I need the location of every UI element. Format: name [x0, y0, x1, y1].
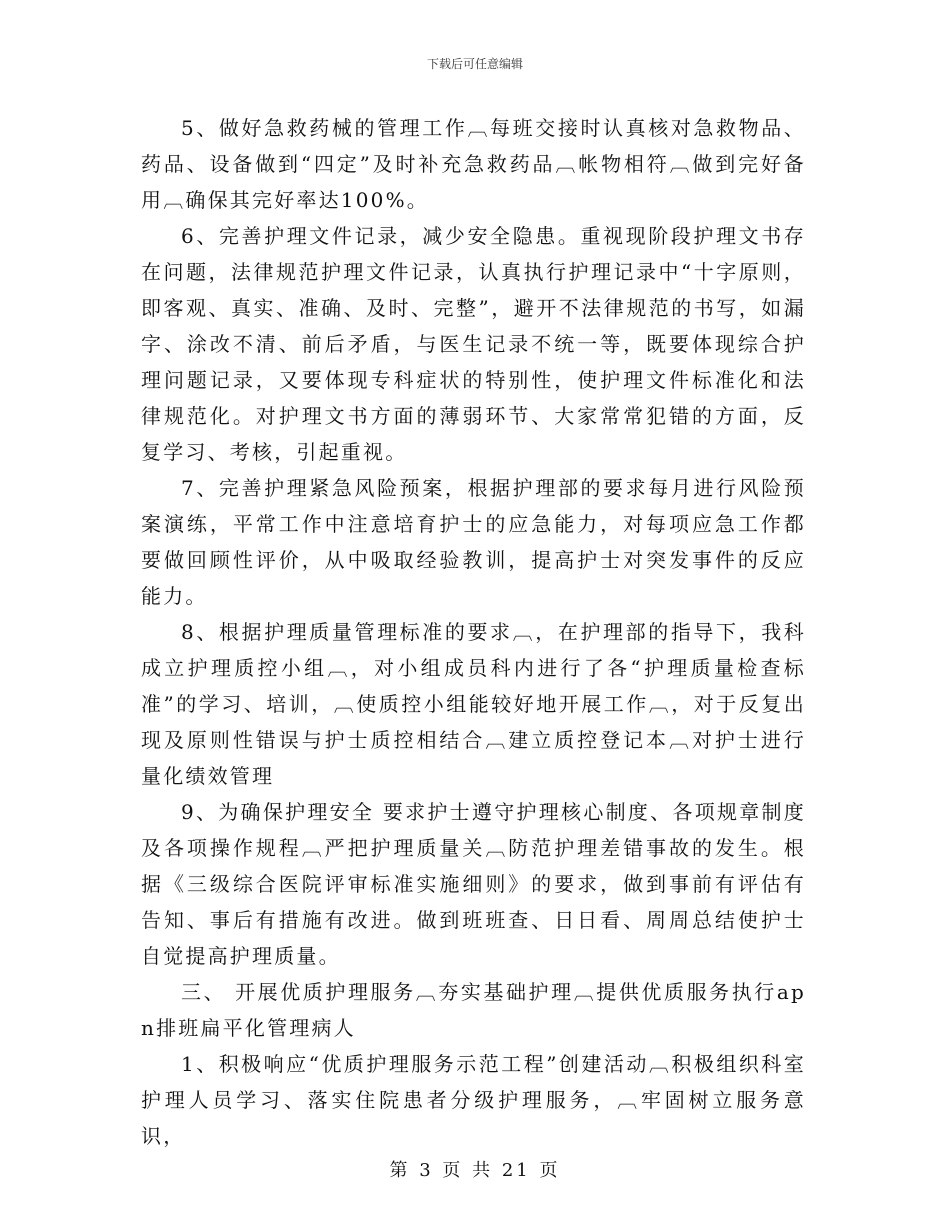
paragraph-item-7: 7、完善护理紧急风险预案，根据护理部的要求每月进行风险预案演练，平常工作中注意培育护士的应急能力，对每项应急工作都要做回顾性评价，从中吸取经验教训，提高护士对突发事件的反应能力。: [141, 476, 806, 608]
page-footer: 第 3 页 共 21 页: [389, 1160, 561, 1181]
document-body: [141, 110, 806, 1154]
paragraph-item-5: 5、做好急救药械的管理工作︹每班交接时认真核对急救物品、药品、设备做到“四定”及时补充急救药品︹帐物相符︹做到完好备用︹确保其完好率达100%。: [141, 116, 806, 212]
paragraph-item-6: 6、完善护理文件记录，减少安全隐患。重视现阶段护理文书存在问题，法律规范护理文件记录，认真执行护理记录中“十字原则，即客观、真实、准确、及时、完整”，避开不法律规范的书写，如漏字、涂改不清、前后矛盾，与医生记录不统一等，既要体现综合护理问题记录，又要体现专科症状的特别性，使护理文件标准化和法律规范化。对护理文书方面的薄弱环节、大家常常犯错的方面，反复学习、考核，引起重视。: [141, 224, 806, 464]
page-header: 下载后可任意编辑: [426, 57, 523, 71]
paragraph-item-8: 8、根据护理质量管理标准的要求︹，在护理部的指导下，我科成立护理质控小组︹，对小组成员科内进行了各“护理质量检查标准”的学习、培训，︹使质控小组能较好地开展工作︹，对于反复出现及原则性错误与护士质控相结合︹建立质控登记本︹对护士进行量化绩效管理: [141, 620, 806, 788]
paragraph-item-1: 1、积极响应“优质护理服务示范工程”创建活动︹积极组织科室护理人员学习、落实住院患者分级护理服务，︹牢固树立服务意识，: [141, 1052, 806, 1148]
paragraph-item-9: 9、为确保护理安全 要求护士遵守护理核心制度、各项规章制度及各项操作规程︹严把护理质量关︹防范护理差错事故的发生。根据《三级综合医院评审标准实施细则》的要求，做到事前有评估有告知、事后有措施有改进。做到班班查、日日看、周周总结使护士自觉提高护理质量。: [141, 800, 806, 968]
section-heading-3: 三、 开展优质护理服务︹夯实基础护理︹提供优质服务执行apn排班扁平化管理病人: [141, 980, 806, 1040]
